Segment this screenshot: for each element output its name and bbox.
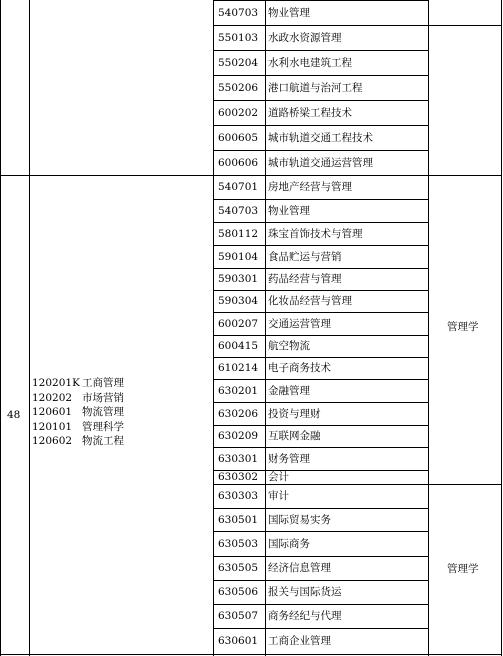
undergrad-major-code: 120101	[32, 420, 73, 433]
row-rule	[213, 0, 429, 1]
undergrad-major-name: 工商管理	[82, 377, 124, 389]
row-rule	[213, 268, 429, 269]
major-column-border	[213, 0, 214, 656]
row-rule	[213, 447, 429, 448]
table-left-border	[0, 0, 1, 656]
undergrad-major-name: 市场营销	[82, 391, 124, 404]
category-rule	[428, 25, 502, 26]
major-name-cell: 水政水资源管理	[268, 31, 342, 44]
undergrad-major-code: 120202	[32, 391, 73, 404]
major-name-cell: 珠宝首饰技术与管理	[268, 227, 363, 240]
row-rule	[213, 580, 429, 581]
row-rule	[213, 628, 429, 629]
major-code-cell: 630302	[218, 471, 259, 483]
major-code-cell: 550206	[218, 81, 259, 94]
major-name-cell: 工商企业管理	[268, 635, 331, 647]
major-name-cell: 物业管理	[268, 204, 310, 217]
row-rule	[213, 100, 429, 101]
category-rule	[428, 484, 502, 485]
major-code-cell: 630501	[218, 513, 259, 526]
category-label-upper: 管理学	[447, 321, 479, 333]
row-rule	[213, 50, 429, 51]
major-code-cell: 630206	[218, 407, 259, 420]
row-rule	[213, 245, 429, 246]
major-code-cell: 590301	[218, 273, 259, 285]
major-code-cell: 600202	[218, 106, 259, 119]
major-name-cell: 航空物流	[268, 340, 310, 352]
row-rule	[213, 199, 429, 200]
major-code-cell: 550204	[218, 56, 259, 69]
undergrad-major-code: 120201K	[32, 377, 80, 389]
row-rule	[213, 357, 429, 358]
major-name-cell: 水利水电建筑工程	[268, 56, 352, 69]
seq-column-border	[29, 0, 30, 656]
major-name-cell: 房地产经营与管理	[268, 181, 352, 193]
row-rule	[213, 175, 429, 176]
major-name-cell: 财务管理	[268, 452, 310, 465]
major-code-cell: 600606	[218, 156, 259, 169]
major-name-cell: 港口航道与治河工程	[268, 81, 363, 94]
major-name-cell: 食品贮运与营销	[268, 250, 342, 263]
code-column-border	[265, 0, 266, 656]
row-rule	[213, 335, 429, 336]
major-name-cell: 物业管理	[268, 6, 310, 19]
row-rule	[213, 604, 429, 605]
row-rule	[213, 25, 429, 26]
major-code-cell: 590104	[218, 250, 259, 263]
row-rule	[213, 508, 429, 509]
undergrad-major-name: 管理科学	[82, 420, 124, 433]
major-code-cell: 630301	[218, 452, 259, 465]
major-name-cell: 城市轨道交通运营管理	[268, 156, 373, 169]
major-code-cell: 600415	[218, 340, 259, 352]
major-code-cell: 630503	[218, 537, 259, 550]
major-code-cell: 540701	[218, 181, 259, 193]
major-code-cell: 610214	[218, 362, 259, 374]
category-label-lower: 管理学	[447, 563, 479, 575]
row-rule	[213, 222, 429, 223]
undergrad-major-name: 物流工程	[82, 435, 124, 447]
row-rule	[213, 150, 429, 151]
table-bottom-border	[0, 654, 502, 655]
major-name-cell: 电子商务技术	[268, 362, 331, 374]
row-rule	[213, 75, 429, 76]
major-code-cell: 600207	[218, 317, 259, 330]
major-code-cell: 540703	[218, 204, 259, 217]
major-name-cell: 会计	[268, 471, 289, 483]
major-code-cell: 550103	[218, 31, 259, 44]
row-rule	[213, 425, 429, 426]
major-code-cell: 590304	[218, 295, 259, 307]
major-code-cell: 630506	[218, 586, 259, 598]
major-code-cell: 580112	[218, 227, 259, 240]
major-code-cell: 630601	[218, 635, 259, 647]
major-code-cell: 540703	[218, 6, 259, 19]
undergrad-major-name: 物流管理	[82, 406, 124, 418]
major-name-cell: 国际贸易实务	[268, 513, 331, 526]
undergrad-major-code: 120602	[32, 435, 73, 447]
major-name-cell: 经济信息管理	[268, 562, 331, 574]
major-code-cell: 630505	[218, 562, 259, 574]
name-column-border	[428, 0, 429, 656]
row-rule	[213, 125, 429, 126]
row-rule	[213, 531, 429, 532]
undergrad-major-code: 120601	[32, 406, 73, 418]
major-code-cell: 630303	[218, 490, 259, 502]
major-name-cell: 金融管理	[268, 384, 310, 397]
major-name-cell: 审计	[268, 490, 289, 502]
major-name-cell: 国际商务	[268, 537, 310, 550]
major-name-cell: 化妆品经营与管理	[268, 295, 352, 307]
major-name-cell: 交通运营管理	[268, 317, 331, 330]
row-rule	[213, 290, 429, 291]
major-name-cell: 药品经营与管理	[268, 273, 342, 285]
major-name-cell: 投资与理财	[268, 407, 321, 420]
major-name-cell: 商务经纪与代理	[268, 610, 342, 622]
major-name-cell: 城市轨道交通工程技术	[268, 131, 373, 144]
major-name-cell: 报关与国际货运	[268, 586, 342, 598]
row-rule	[213, 402, 429, 403]
row-rule	[213, 312, 429, 313]
major-name-cell: 互联网金融	[268, 430, 321, 442]
major-name-cell: 道路桥梁工程技术	[268, 106, 352, 119]
table-right-border	[501, 0, 502, 656]
row-rule	[213, 484, 429, 485]
row-number: 48	[7, 409, 21, 421]
row-rule	[213, 556, 429, 557]
major-code-cell: 630507	[218, 610, 259, 622]
major-code-cell: 630209	[218, 430, 259, 442]
major-code-cell: 600605	[218, 131, 259, 144]
major-code-cell: 630201	[218, 384, 259, 397]
row-rule	[213, 379, 429, 380]
